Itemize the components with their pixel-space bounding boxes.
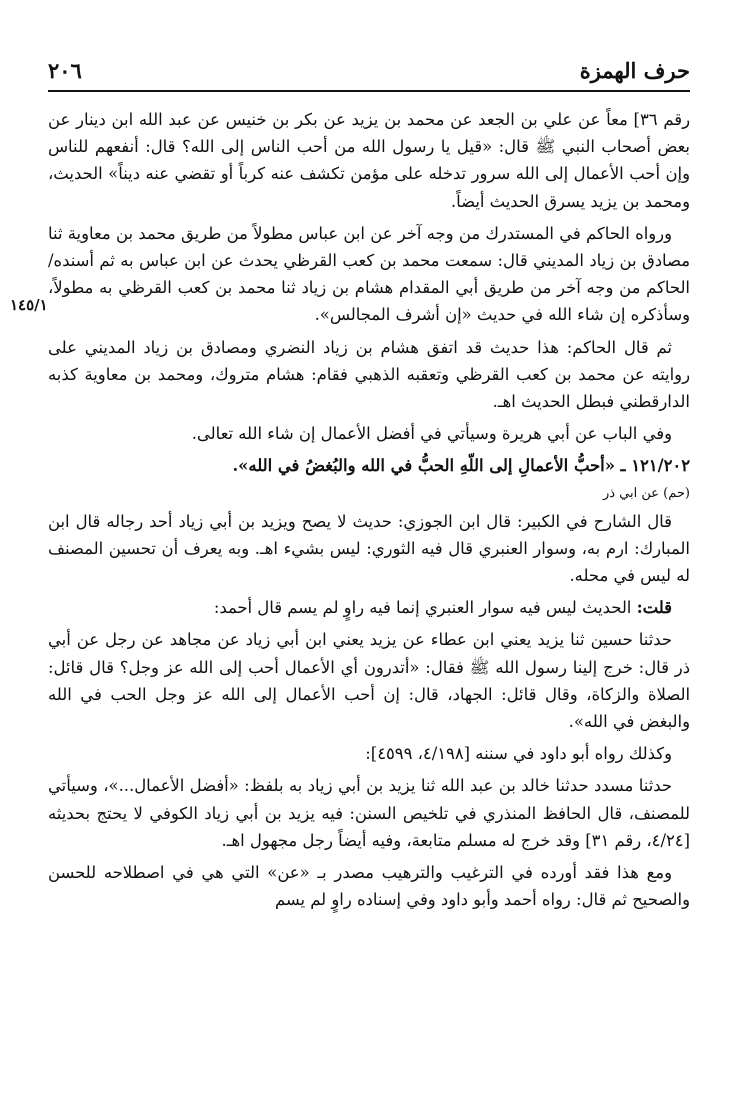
page-number: ٢٠٦ xyxy=(48,58,82,83)
paragraph-10: ومع هذا فقد أورده في الترغيب والترهيب مصدر بـ «عن» التي هي في اصطلاحه للحسن والصحيح ثم قال: رواه أحمد وأبو داود وفي إسناده راوٍ لم يسم xyxy=(48,863,690,910)
source-tag: (حم) عن ابي ذر xyxy=(602,485,690,501)
header-divider xyxy=(48,90,690,92)
paragraph-6-lead: قلت: xyxy=(636,598,672,618)
paragraph-5: قال الشارح في الكبير: قال ابن الجوزي: حديث لا يصح ويزيد بن أبي زياد أحد رجاله قال ابن المبارك: ارم به، وسوار العنبري قال فيه الثوري: ليس بشيء اهـ. وبه يعرف أن تحسين المصنف له ليس في محله. xyxy=(48,511,690,586)
paragraph-1: رقم ٣٦] معاً عن علي بن الجعد عن محمد بن يزيد عن بكر بن خنيس عن عبد الله ابن دينار عن بعض أصحاب النبي ﷺ قال: «قيل يا رسول الله من أحب الناس إلى الله؟ قال: أنفعهم للناس وإن أحب الأعمال إلى الله سرور تدخله على مؤمن تكشف عنه كرباً أو تقضي عنه ديناً» الحديث، ومحمد بن يزيد يسرق الحديث أيضاً. xyxy=(48,110,690,211)
running-title: حرف الهمزة xyxy=(579,58,690,83)
paragraph-4: وفي الباب عن أبي هريرة وسيأتي في أفضل الأعمال إن شاء الله تعالى. xyxy=(191,424,672,444)
paragraph-2: ورواه الحاكم في المستدرك من وجه آخر عن ابن عباس مطولاً من طريق محمد بن معاوية ثنا مصادق بن زياد المديني قال: سمعت محمد بن كعب القرظي يحدث عن ابن عباس به ثم أسنده/ الحاكم من وجه آخر من طريق أبي المقدام هشام بن زياد ثنا محمد بن كعب القرظي به مطولاً، وسأذكره إن شاء الله في حديث «إن أشرف المجالس». xyxy=(48,223,690,325)
paragraph-6-text: الحديث ليس فيه سوار العنبري إنما فيه راوٍ لم يسم قال أحمد: xyxy=(213,598,637,618)
hadith-heading: ١٢١/٢٠٢ ـ «أحبُّ الأعمالِ إلى اللّهِ الحبُّ في الله والبُغضُ في الله». xyxy=(232,456,690,476)
paragraph-8: وكذلك رواه أبو داود في سننه [٤/١٩٨، ٤٥٩٩]: xyxy=(365,744,672,764)
paragraph-9: حدثنا مسدد حدثنا خالد بن عبد الله ثنا يزيد بن أبي زياد به بلفظ: «أفضل الأعمال...»، وسيأتي للمصنف، قال الحافظ المنذري في تلخيص السنن: فيه يزيد بن أبي زياد الكوفي لا يحتج بحديثه [٤/٢٤، رقم ٣١] وقد خرج له مسلم متابعة، وفيه أيضاً رجل مجهول اهـ. xyxy=(48,776,690,850)
paragraph-6 xyxy=(48,594,690,621)
paragraph-7: حدثنا حسين ثنا يزيد يعني ابن عطاء عن يزيد يعني ابن أبي زياد عن مجاهد عن رجل عن أبي ذر قال: خرج إلينا رسول الله ﷺ فقال: «أتدرون أي الأعمال أحب إلى الله عز وجل؟ قال قائل: الصلاة والزكاة، وقال قائل: الجهاد، قال: إن أحب الأعمال إلى الله عز وجل الحب في الله والبغض في الله». xyxy=(48,630,690,732)
margin-reference: ١٤٥/١ xyxy=(10,296,48,314)
body-text xyxy=(48,106,690,918)
page-header xyxy=(48,58,690,84)
paragraph-3: ثم قال الحاكم: هذا حديث قد اتفق هشام بن زياد النضري ومصادق بن زياد المديني على روايته عن محمد بن كعب القرظي وتعقبه الذهبي فقام: هشام متروك، ومحمد بن معاوية كذبه الدارقطني فبطل الحديث اهـ. xyxy=(48,337,690,412)
